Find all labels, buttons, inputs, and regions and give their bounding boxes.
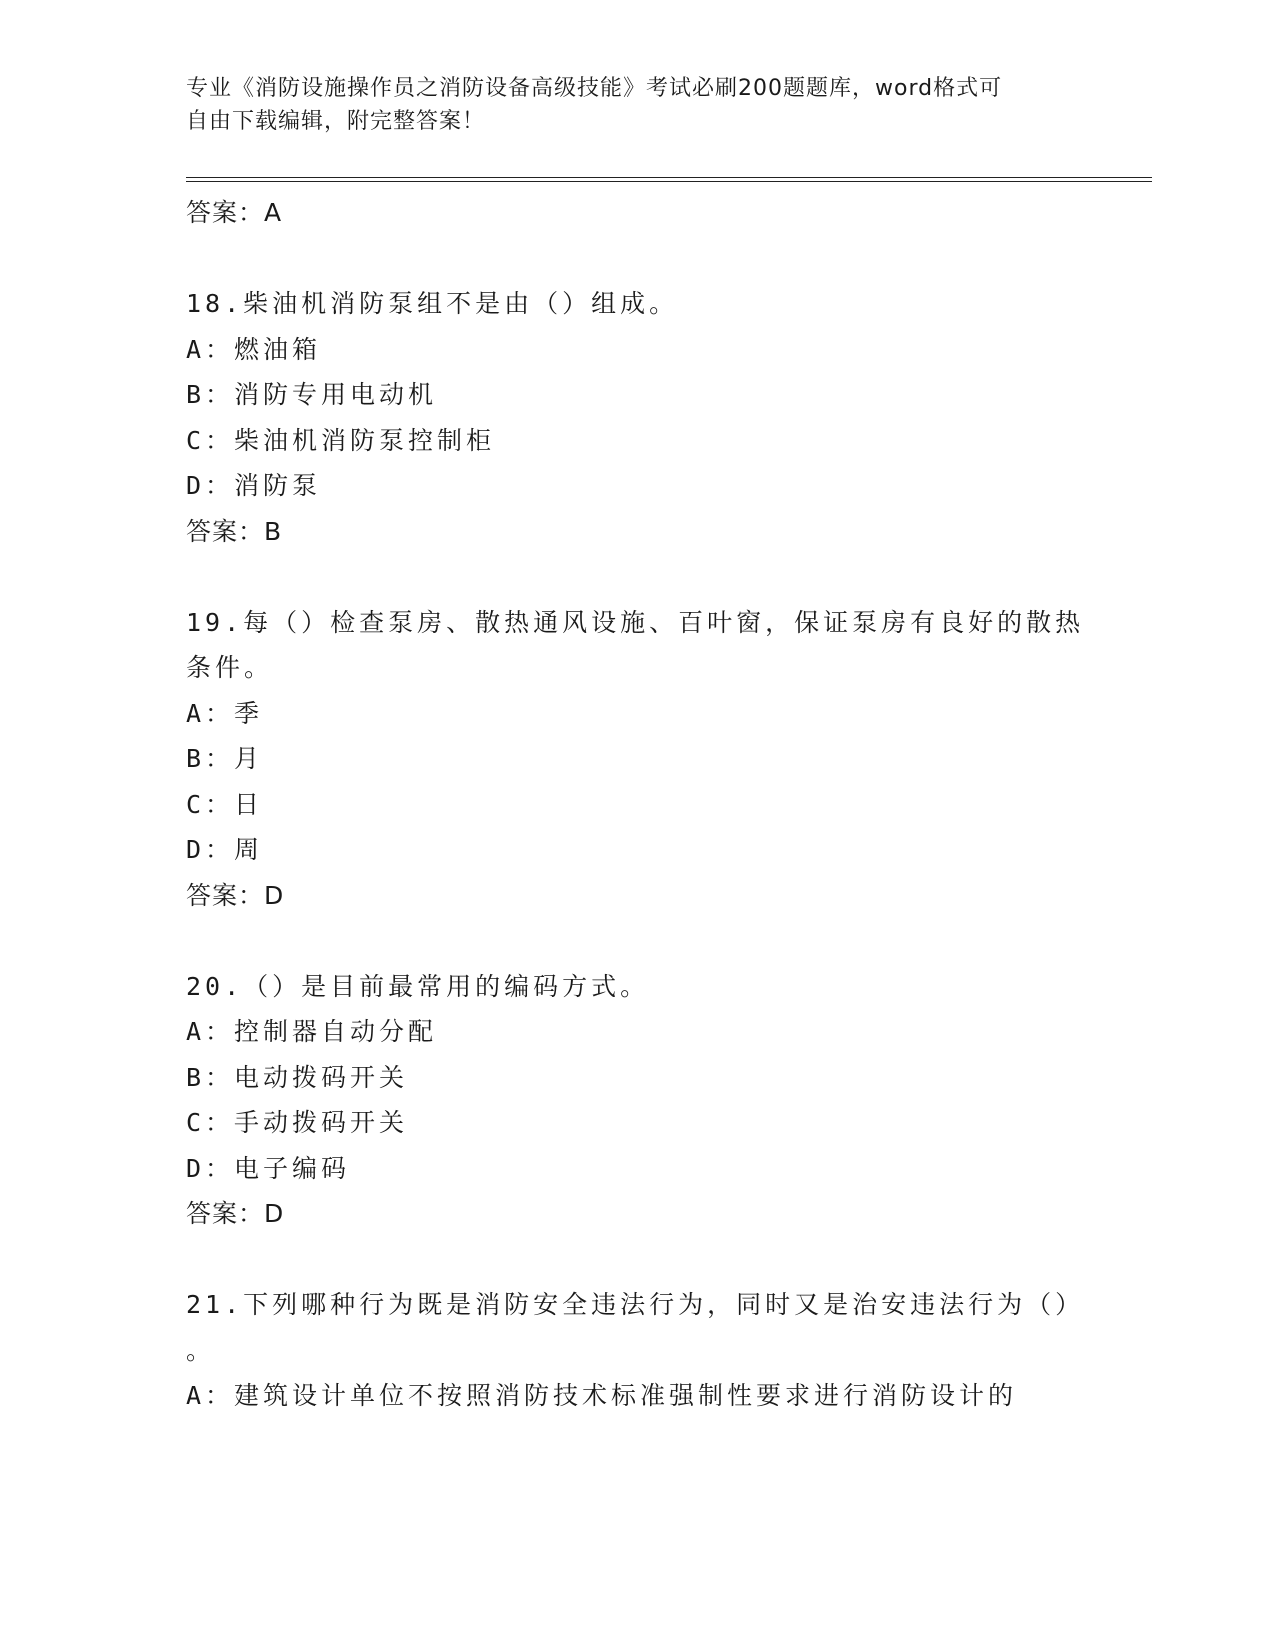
answer-line <box>186 509 1086 555</box>
question-item <box>186 600 1086 919</box>
answer-line <box>186 873 1086 919</box>
option-b: B：消防专用电动机 <box>186 380 438 409</box>
option-a: A：控制器自动分配 <box>186 1017 438 1046</box>
answer-line <box>186 1191 1086 1237</box>
header-line-2: 自由下载编辑，附完整答案！ <box>186 109 486 134</box>
question-text: 18.柴油机消防泵组不是由（）组成。 <box>186 289 679 318</box>
header-divider <box>186 177 1152 182</box>
option-c: C：日 <box>186 789 264 819</box>
question-item <box>186 281 1086 554</box>
option-b: B：电动拨码开关 <box>186 1062 409 1092</box>
option-d: D：电子编码 <box>186 1153 351 1183</box>
document-body <box>186 190 1086 1419</box>
question-text: 19.每（）检查泵房、散热通风设施、百叶窗，保证泵房有良好的散热 <box>186 607 1085 637</box>
answer-label: 答案： <box>186 880 265 910</box>
answer-label: 答案： <box>186 1199 265 1228</box>
option-c: C：手动拨码开关 <box>186 1108 409 1137</box>
option-c: C：柴油机消防泵控制柜 <box>186 425 496 455</box>
option-d: D：周 <box>186 835 264 864</box>
spacer <box>186 236 1086 282</box>
option-a: A：季 <box>186 698 264 728</box>
document-header <box>186 72 1066 138</box>
answer-value: D <box>264 880 285 910</box>
option-a: A：建筑设计单位不按照消防技术标准强制性要求进行消防设计的 <box>186 1381 1018 1410</box>
answer-label: 答案： <box>186 198 265 227</box>
option-d: D：消防泵 <box>186 471 322 500</box>
question-item <box>186 964 1086 1237</box>
answer-label: 答案： <box>186 516 265 546</box>
spacer <box>186 1237 1086 1283</box>
question-item <box>186 1282 1086 1419</box>
question-text-continued: 条件。 <box>186 653 274 682</box>
answer-line <box>186 190 1086 236</box>
header-line-1: 专业《消防设施操作员之消防设备高级技能》考试必刷200题题库，word格式可 <box>186 76 1003 101</box>
answer-value: B <box>264 516 283 546</box>
question-text-continued: 。 <box>186 1335 216 1365</box>
option-b: B：月 <box>186 744 264 773</box>
question-text: 20.（）是目前最常用的编码方式。 <box>186 971 650 1001</box>
spacer <box>186 554 1086 600</box>
answer-value: A <box>264 198 283 227</box>
answer-value: D <box>264 1199 285 1228</box>
question-text: 21.下列哪种行为既是消防安全违法行为，同时又是治安违法行为（） <box>186 1290 1085 1319</box>
spacer <box>186 918 1086 964</box>
option-a: A：燃油箱 <box>186 334 322 364</box>
